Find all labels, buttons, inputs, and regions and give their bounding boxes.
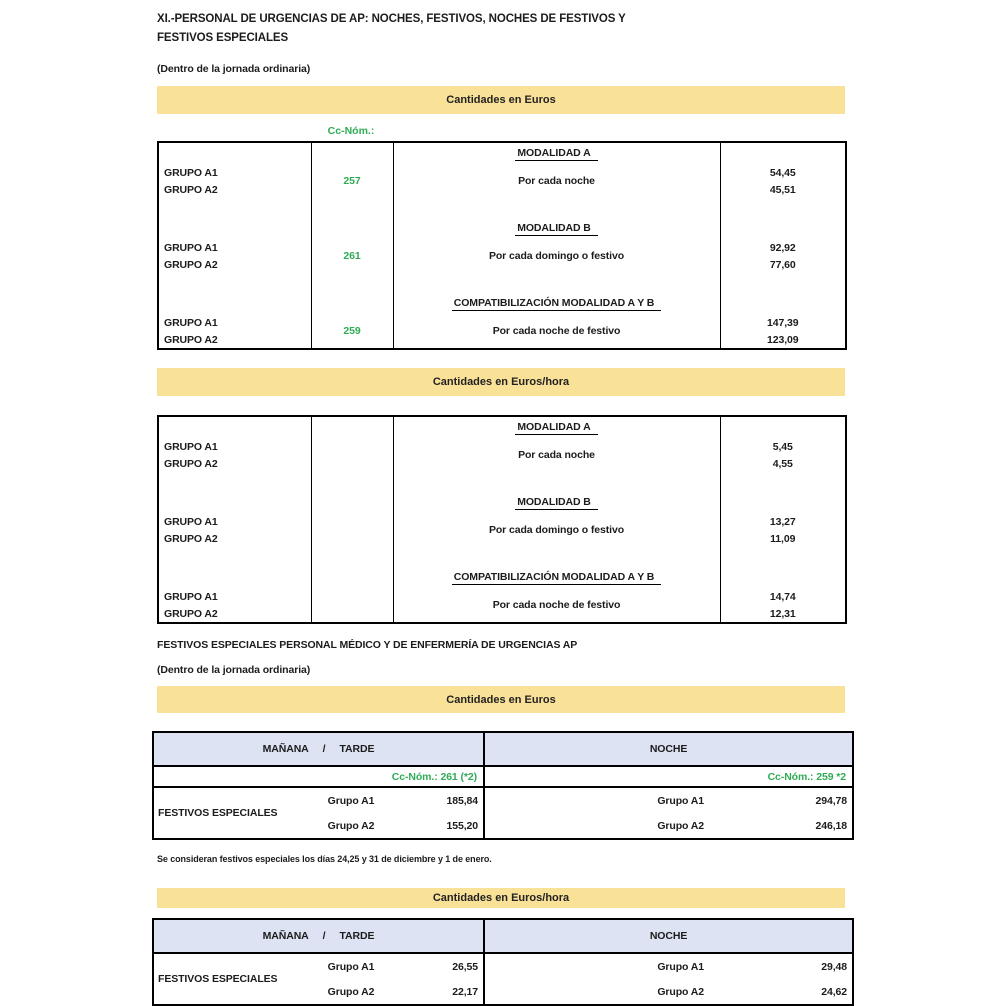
jornada-note-2: (Dentro de la jornada ordinaria) bbox=[157, 664, 311, 676]
banner-cantidades-euros-1: Cantidades en Euros bbox=[157, 86, 845, 114]
table-row bbox=[158, 438, 846, 455]
amount-value: 54,45 bbox=[769, 166, 796, 179]
concept-label: Por cada domingo o festivo bbox=[393, 239, 720, 273]
ccnom-value: 259 bbox=[311, 314, 393, 349]
group-label: GRUPO A2 bbox=[158, 256, 311, 273]
festivos-euros-table bbox=[152, 731, 854, 840]
concept-label: Por cada noche de festivo bbox=[393, 314, 720, 349]
table-row bbox=[158, 588, 846, 605]
amount-value: 123,09 bbox=[766, 333, 799, 346]
table-row bbox=[158, 142, 846, 164]
concept-label: Por cada noche de festivo bbox=[393, 588, 720, 623]
section-title-festivos: FESTIVOS ESPECIALES PERSONAL MÉDICO Y DE ENFERMERÍA DE URGENCIAS AP bbox=[157, 639, 578, 651]
group-label: GRUPO A2 bbox=[158, 455, 311, 472]
row-label: FESTIVOS ESPECIALES bbox=[158, 807, 278, 819]
amount-value: 29,48 bbox=[821, 960, 848, 973]
modalidad-b-heading: MODALIDAD B bbox=[515, 222, 598, 236]
group-label: Grupo A2 bbox=[327, 819, 375, 832]
table-row bbox=[158, 513, 846, 530]
group-label: GRUPO A1 bbox=[158, 438, 311, 455]
amount-value: 13,27 bbox=[769, 515, 796, 528]
group-label: Grupo A2 bbox=[657, 985, 705, 998]
table-row bbox=[158, 547, 846, 588]
group-label: Grupo A2 bbox=[327, 985, 375, 998]
amount-value: 4,55 bbox=[772, 457, 793, 470]
header-manana-tarde bbox=[153, 732, 484, 766]
tarde-label: TARDE bbox=[339, 930, 375, 942]
header-noche: NOCHE bbox=[484, 732, 853, 766]
group-label: GRUPO A1 bbox=[158, 314, 311, 331]
amount-value: 294,78 bbox=[815, 794, 848, 807]
ccnom-column-header: Cc-Nóm.: bbox=[327, 125, 375, 137]
group-label: Grupo A2 bbox=[657, 819, 705, 832]
ccnom-value bbox=[311, 513, 393, 547]
amount-value: 155,20 bbox=[401, 813, 484, 839]
table-row bbox=[158, 198, 846, 239]
group-label: GRUPO A1 bbox=[158, 513, 311, 530]
group-label: GRUPO A2 bbox=[158, 530, 311, 547]
document-page bbox=[157, 10, 848, 1006]
ccnom-value: 257 bbox=[311, 164, 393, 198]
compatibilizacion-heading: COMPATIBILIZACIÓN MODALIDAD A Y B bbox=[452, 571, 661, 585]
group-label: GRUPO A2 bbox=[158, 181, 311, 198]
amount-value: 24,62 bbox=[821, 985, 848, 998]
banner-cantidades-euros-2: Cantidades en Euros bbox=[157, 686, 845, 713]
table-header-row bbox=[153, 732, 853, 766]
modalidad-a-heading: MODALIDAD A bbox=[515, 147, 597, 161]
table-header-row bbox=[153, 919, 853, 953]
table-row bbox=[158, 164, 846, 181]
manana-label: MAÑANA bbox=[262, 743, 309, 755]
slash-separator: / bbox=[322, 930, 326, 942]
compatibilizacion-heading: COMPATIBILIZACIÓN MODALIDAD A Y B bbox=[452, 297, 661, 311]
page-title bbox=[157, 10, 845, 48]
table-row bbox=[153, 953, 853, 979]
ccnom-value bbox=[311, 438, 393, 472]
group-label: GRUPO A2 bbox=[158, 605, 311, 623]
manana-label: MAÑANA bbox=[262, 930, 309, 942]
group-label: Grupo A1 bbox=[327, 960, 375, 973]
amount-value: 26,55 bbox=[401, 953, 484, 979]
amount-value: 147,39 bbox=[766, 316, 799, 329]
ccnom-right: Cc-Nóm.: 259 *2 bbox=[484, 766, 853, 787]
group-label: GRUPO A1 bbox=[158, 588, 311, 605]
amount-value: 92,92 bbox=[769, 241, 796, 254]
amount-value: 11,09 bbox=[770, 532, 796, 545]
table-row bbox=[153, 787, 853, 813]
ccnom-left: Cc-Nóm.: 261 (*2) bbox=[153, 766, 484, 787]
modalidad-b-heading: MODALIDAD B bbox=[515, 496, 598, 510]
page-title-line2: FESTIVOS ESPECIALES bbox=[157, 32, 289, 44]
group-label: GRUPO A2 bbox=[158, 331, 311, 349]
amount-value: 12,31 bbox=[769, 607, 796, 620]
ccnom-value: 261 bbox=[311, 239, 393, 273]
group-label: Grupo A1 bbox=[657, 794, 705, 807]
banner-cantidades-euros-hora-2: Cantidades en Euros/hora bbox=[157, 888, 845, 908]
header-noche: NOCHE bbox=[484, 919, 853, 953]
amount-value: 246,18 bbox=[815, 819, 848, 832]
table-row bbox=[158, 314, 846, 331]
amount-value: 5,45 bbox=[772, 440, 793, 453]
banner-cantidades-euros-hora-1: Cantidades en Euros/hora bbox=[157, 368, 845, 396]
ccnom-row bbox=[153, 766, 853, 787]
group-label: Grupo A1 bbox=[327, 794, 375, 807]
group-label: GRUPO A1 bbox=[158, 164, 311, 181]
table-row bbox=[158, 472, 846, 513]
group-label: GRUPO A1 bbox=[158, 239, 311, 256]
table-row bbox=[158, 273, 846, 314]
slash-separator: / bbox=[322, 743, 326, 755]
page-title-line1: XI.-PERSONAL DE URGENCIAS DE AP: NOCHES, FESTIVOS, NOCHES DE FESTIVOS Y bbox=[157, 13, 626, 25]
ccnom-value bbox=[311, 588, 393, 623]
amount-value: 185,84 bbox=[401, 787, 484, 813]
euros-hora-table bbox=[157, 415, 847, 624]
header-manana-tarde bbox=[153, 919, 484, 953]
festivos-euros-hora-table bbox=[152, 918, 854, 1006]
group-label: Grupo A1 bbox=[657, 960, 705, 973]
amount-value: 14,74 bbox=[769, 590, 796, 603]
concept-label: Por cada noche bbox=[393, 438, 720, 472]
amount-value: 22,17 bbox=[401, 979, 484, 1005]
concept-label: Por cada noche bbox=[393, 164, 720, 198]
amount-value: 77,60 bbox=[769, 258, 796, 271]
amount-value: 45,51 bbox=[769, 183, 796, 196]
euros-table bbox=[157, 141, 847, 350]
row-label: FESTIVOS ESPECIALES bbox=[158, 973, 278, 985]
table-row bbox=[158, 239, 846, 256]
footnote: Se consideran festivos especiales los días 24,25 y 31 de diciembre y 1 de enero. bbox=[157, 854, 492, 864]
tarde-label: TARDE bbox=[339, 743, 375, 755]
concept-label: Por cada domingo o festivo bbox=[393, 513, 720, 547]
modalidad-a-heading: MODALIDAD A bbox=[515, 421, 597, 435]
table-row bbox=[158, 416, 846, 438]
jornada-note-1: (Dentro de la jornada ordinaria) bbox=[157, 63, 311, 75]
